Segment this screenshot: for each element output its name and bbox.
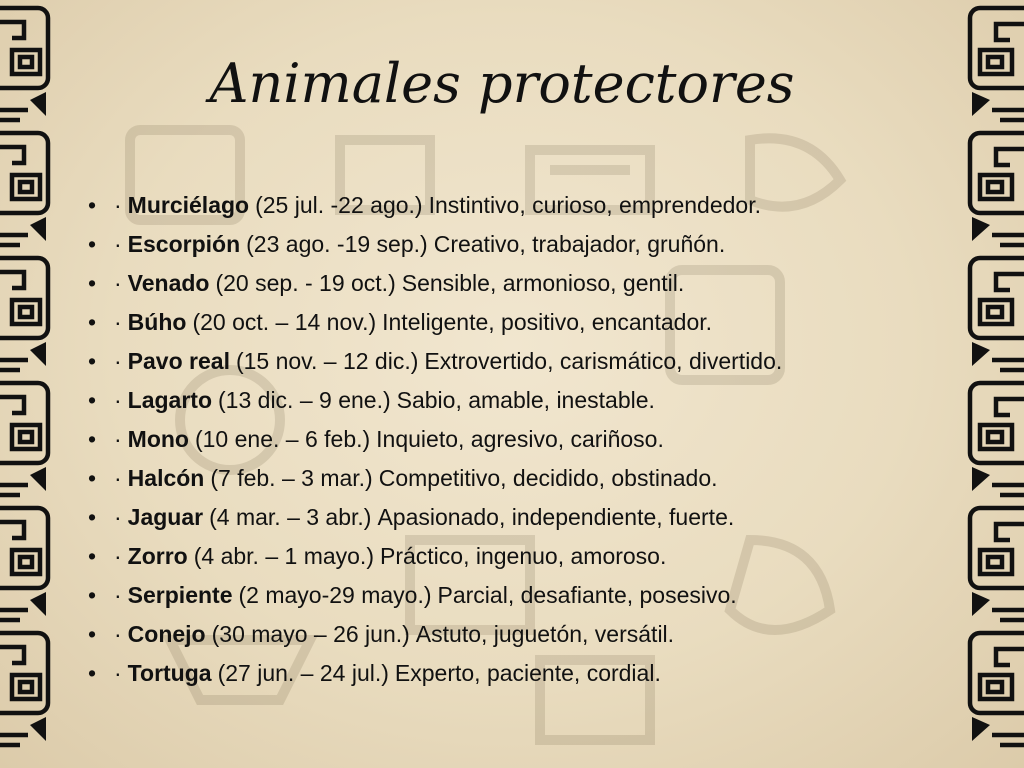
animal-name: Escorpión	[127, 231, 241, 257]
list-item	[88, 192, 782, 231]
traits: Práctico, ingenuo, amoroso.	[379, 543, 667, 569]
animal-name: Jaguar	[127, 504, 204, 530]
date-range: (4 mar. – 3 abr.)	[209, 504, 372, 530]
right-aztec-border	[954, 0, 1024, 768]
traits: Inquieto, agresivo, cariñoso.	[376, 426, 664, 452]
animal-name: Tortuga	[127, 660, 212, 686]
middle-dot: ·	[114, 426, 122, 452]
traits: Inteligente, positivo, encantador.	[382, 309, 713, 335]
page-title: Animales protectores	[209, 52, 795, 115]
bullet-icon: •	[88, 231, 97, 257]
date-range: (25 jul. -22 ago.)	[255, 192, 423, 218]
middle-dot: ·	[114, 465, 122, 491]
middle-dot: ·	[114, 270, 122, 296]
middle-dot: ·	[114, 543, 122, 569]
bullet-icon: •	[88, 504, 97, 530]
list-item	[88, 504, 782, 543]
middle-dot: ·	[114, 582, 122, 608]
traits: Sabio, amable, inestable.	[396, 387, 655, 413]
animal-name: Serpiente	[127, 582, 233, 608]
traits: Instintivo, curioso, emprendedor.	[428, 192, 761, 218]
date-range: (20 oct. – 14 nov.)	[192, 309, 377, 335]
traits: Creativo, trabajador, gruñón.	[433, 231, 726, 257]
animal-name: Zorro	[127, 543, 188, 569]
middle-dot: ·	[114, 309, 122, 335]
middle-dot: ·	[114, 231, 122, 257]
animal-name: Venado	[127, 270, 210, 296]
traits: Experto, paciente, cordial.	[394, 660, 661, 686]
animal-name: Lagarto	[127, 387, 213, 413]
animal-name: Conejo	[127, 621, 206, 647]
bullet-icon: •	[88, 465, 97, 491]
date-range: (30 mayo – 26 jun.)	[211, 621, 410, 647]
animal-name: Murciélago	[127, 192, 250, 218]
middle-dot: ·	[114, 387, 122, 413]
middle-dot: ·	[114, 504, 122, 530]
animal-name: Halcón	[127, 465, 205, 491]
animal-name: Búho	[127, 309, 187, 335]
animal-name: Pavo real	[127, 348, 230, 374]
bullet-icon: •	[88, 426, 97, 452]
bullet-icon: •	[88, 582, 97, 608]
bullet-icon: •	[88, 660, 97, 686]
date-range: (13 dic. – 9 ene.)	[218, 387, 391, 413]
list-item	[88, 231, 782, 270]
middle-dot: ·	[114, 192, 122, 218]
date-range: (2 mayo-29 mayo.)	[238, 582, 432, 608]
middle-dot: ·	[114, 621, 122, 647]
traits: Extrovertido, carismático, divertido.	[424, 348, 783, 374]
bullet-icon: •	[88, 348, 97, 374]
traits: Apasionado, independiente, fuerte.	[377, 504, 735, 530]
list-item	[88, 309, 782, 348]
left-aztec-border	[0, 0, 60, 768]
date-range: (20 sep. - 19 oct.)	[215, 270, 396, 296]
list-item	[88, 543, 782, 582]
middle-dot: ·	[114, 660, 122, 686]
date-range: (23 ago. -19 sep.)	[246, 231, 428, 257]
bullet-icon: •	[88, 270, 97, 296]
animal-name: Mono	[127, 426, 189, 452]
date-range: (7 feb. – 3 mar.)	[210, 465, 373, 491]
list-item	[88, 387, 782, 426]
bullet-icon: •	[88, 387, 97, 413]
traits: Astuto, juguetón, versátil.	[415, 621, 675, 647]
bullet-icon: •	[88, 192, 97, 218]
list-item	[88, 582, 782, 621]
date-range: (15 nov. – 12 dic.)	[235, 348, 419, 374]
list-item	[88, 270, 782, 309]
date-range: (4 abr. – 1 mayo.)	[193, 543, 374, 569]
animal-list	[88, 192, 782, 699]
bullet-icon: •	[88, 621, 97, 647]
list-item	[88, 426, 782, 465]
bullet-icon: •	[88, 543, 97, 569]
list-item	[88, 660, 782, 699]
traits: Parcial, desafiante, posesivo.	[437, 582, 737, 608]
list-item	[88, 621, 782, 660]
middle-dot: ·	[114, 348, 122, 374]
traits: Competitivo, decidido, obstinado.	[378, 465, 718, 491]
date-range: (10 ene. – 6 feb.)	[194, 426, 371, 452]
list-item	[88, 348, 782, 387]
bullet-icon: •	[88, 309, 97, 335]
traits: Sensible, armonioso, gentil.	[401, 270, 685, 296]
date-range: (27 jun. – 24 jul.)	[217, 660, 389, 686]
list-item	[88, 465, 782, 504]
